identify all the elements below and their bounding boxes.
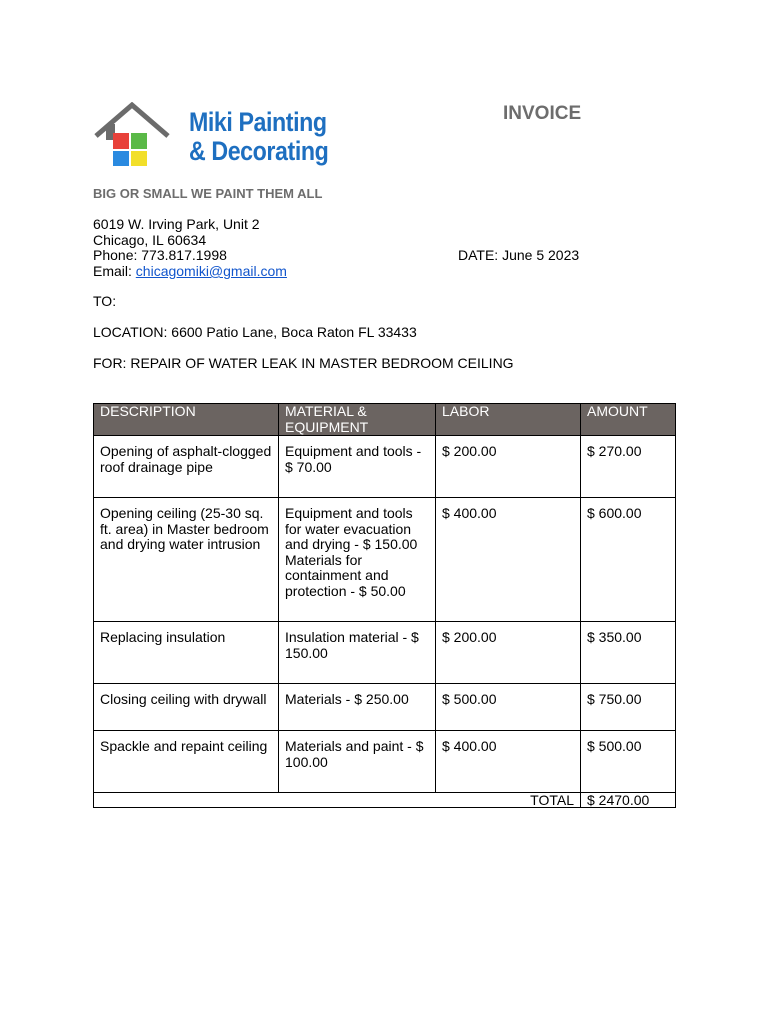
table-row: [94, 498, 676, 622]
header-amount: AMOUNT: [581, 404, 676, 436]
for-field: FOR: REPAIR OF WATER LEAK IN MASTER BEDROOM CEILING: [93, 355, 514, 371]
row-amount: $ 270.00: [581, 436, 676, 498]
row-description: Closing ceiling with drywall: [94, 684, 279, 731]
table-header-row: [94, 404, 676, 436]
phone-number: Phone: 773.817.1998: [93, 247, 227, 263]
row-material: Equipment and tools for water evacuation and drying - $ 150.00 Materials for containment and protection - $ 50.00: [279, 498, 436, 622]
row-labor: $ 400.00: [436, 498, 581, 622]
invoice-title: INVOICE: [503, 103, 582, 124]
invoice-date: DATE: June 5 2023: [458, 247, 580, 263]
row-description: Spackle and repaint ceiling: [94, 731, 279, 793]
row-amount: $ 500.00: [581, 731, 676, 793]
total-label: TOTAL: [94, 793, 581, 808]
row-labor: $ 200.00: [436, 436, 581, 498]
row-material: Insulation material - $ 150.00: [279, 622, 436, 684]
email-line: [93, 264, 287, 280]
row-labor: $ 200.00: [436, 622, 581, 684]
row-labor: $ 400.00: [436, 731, 581, 793]
row-amount: $ 350.00: [581, 622, 676, 684]
row-material: Materials - $ 250.00: [279, 684, 436, 731]
row-description: Opening of asphalt-clogged roof drainage pipe: [94, 436, 279, 498]
table-total-row: [94, 793, 676, 808]
row-amount: $ 600.00: [581, 498, 676, 622]
table-row: [94, 731, 676, 793]
table-row: [94, 436, 676, 498]
address-line1: 6019 W. Irving Park, Unit 2: [93, 216, 260, 232]
company-name-line2: & Decorating: [189, 136, 329, 166]
row-description: Opening ceiling (25-30 sq. ft. area) in Master bedroom and drying water intrusion: [94, 498, 279, 622]
row-description: Replacing insulation: [94, 622, 279, 684]
address-line2: Chicago, IL 60634: [93, 232, 207, 248]
house-logo-icon: [92, 102, 187, 172]
email-link[interactable]: chicagomiki@gmail.com: [135, 263, 287, 279]
row-material: Equipment and tools - $ 70.00: [279, 436, 436, 498]
company-logo: [92, 102, 342, 172]
row-amount: $ 750.00: [581, 684, 676, 731]
location-field: LOCATION: 6600 Patio Lane, Boca Raton FL 33433: [93, 324, 417, 340]
total-value: $ 2470.00: [581, 793, 676, 808]
row-labor: $ 500.00: [436, 684, 581, 731]
company-tagline: BIG OR SMALL WE PAINT THEM ALL: [93, 186, 323, 201]
table-row: [94, 684, 676, 731]
header-description: DESCRIPTION: [94, 404, 279, 436]
to-field: TO:: [93, 293, 117, 309]
row-material: Materials and paint - $ 100.00: [279, 731, 436, 793]
company-name: [189, 108, 328, 166]
header-labor: LABOR: [436, 404, 581, 436]
invoice-items-table: [93, 403, 676, 808]
header-material: MATERIAL & EQUIPMENT: [279, 404, 436, 436]
table-row: [94, 622, 676, 684]
company-name-line1: Miki Painting: [189, 107, 327, 137]
email-label: Email:: [93, 263, 136, 279]
